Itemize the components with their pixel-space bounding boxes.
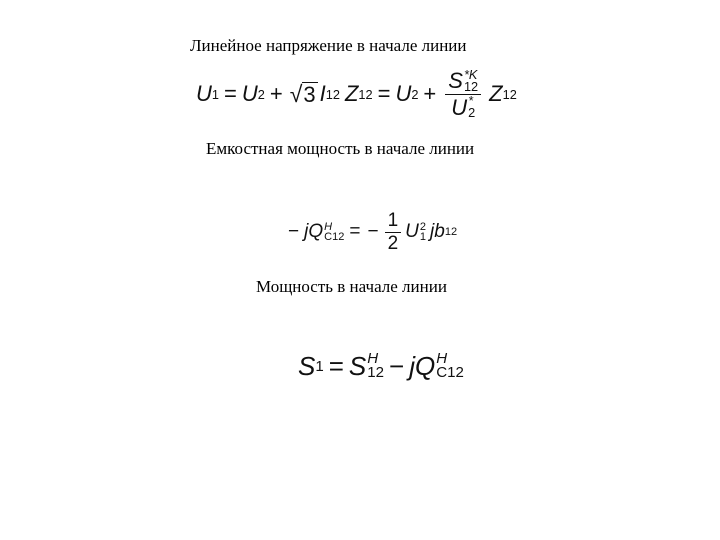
formula-power bbox=[298, 344, 464, 388]
fraction-denominator bbox=[448, 95, 478, 120]
subscript: 2 bbox=[411, 86, 419, 102]
symbol-z: Z bbox=[489, 81, 503, 106]
fraction bbox=[445, 68, 481, 120]
symbol-i: I bbox=[319, 81, 326, 106]
sup-sub-stack bbox=[468, 95, 475, 119]
symbol-q: Q bbox=[415, 350, 436, 381]
fraction-numerator bbox=[445, 68, 481, 93]
subscript: 12 bbox=[502, 86, 517, 102]
square-root bbox=[290, 82, 318, 106]
symbol-s: S bbox=[298, 350, 316, 381]
radical-sign: √ bbox=[289, 80, 303, 107]
subscript: 1 bbox=[315, 357, 324, 375]
superscript: H bbox=[436, 349, 448, 367]
symbol-u: U bbox=[241, 81, 258, 106]
minus-sign: − bbox=[389, 350, 405, 381]
subscript: 12 bbox=[444, 226, 458, 238]
symbol-z: Z bbox=[344, 81, 359, 106]
caption-capacitive-power: Емкостная мощность в начале линии bbox=[206, 139, 475, 158]
symbol-u: U bbox=[196, 81, 212, 106]
formula-capacitive-power bbox=[288, 204, 457, 260]
caption-power: Мощность в начале линии bbox=[256, 277, 447, 296]
symbol-u: U bbox=[451, 94, 468, 120]
sup-sub-stack bbox=[367, 349, 385, 381]
symbol-q: Q bbox=[308, 221, 324, 242]
subscript: 1 bbox=[419, 231, 427, 243]
symbol-s: S bbox=[348, 350, 367, 381]
superscript: 2 bbox=[419, 220, 427, 233]
sup-sub-stack bbox=[324, 222, 344, 243]
subscript: 2 bbox=[468, 105, 476, 121]
subscript: 12 bbox=[463, 78, 479, 94]
symbol-j: j bbox=[430, 221, 435, 242]
sup-sub-stack bbox=[436, 349, 464, 381]
subscript: 1 bbox=[211, 86, 219, 102]
symbol-s: S bbox=[448, 68, 463, 94]
symbol-j: j bbox=[304, 221, 309, 242]
symbol-b: b bbox=[434, 221, 445, 242]
sup-sub-stack bbox=[420, 222, 426, 243]
superscript: H bbox=[367, 349, 379, 367]
caption-line-voltage: Линейное напряжение в начале линии bbox=[190, 36, 467, 55]
subscript: 12 bbox=[325, 86, 340, 102]
subscript: 12 bbox=[367, 364, 385, 381]
radicand: 3 bbox=[303, 81, 316, 107]
sup-sub-stack bbox=[463, 66, 479, 94]
equals-sign: = bbox=[349, 221, 361, 242]
fraction-denominator: 2 bbox=[387, 232, 399, 254]
minus-sign: − bbox=[288, 221, 300, 242]
subscript: C12 bbox=[436, 364, 464, 381]
subscript: C12 bbox=[324, 231, 345, 243]
minus-sign: − bbox=[367, 221, 379, 242]
superscript: H bbox=[324, 220, 333, 233]
subscript: 2 bbox=[257, 86, 265, 102]
equals-sign: = bbox=[328, 350, 344, 381]
fraction bbox=[385, 210, 402, 255]
subscript: 12 bbox=[358, 86, 373, 102]
symbol-u: U bbox=[395, 81, 412, 106]
superscript: *K bbox=[463, 66, 478, 82]
equals-sign: = bbox=[223, 81, 237, 106]
superscript: * bbox=[468, 93, 474, 109]
plus-sign: + bbox=[423, 81, 437, 106]
symbol-u: U bbox=[405, 221, 419, 242]
symbol-j: j bbox=[409, 350, 416, 381]
equals-sign: = bbox=[377, 81, 391, 106]
plus-sign: + bbox=[269, 81, 283, 106]
formula-line-voltage bbox=[196, 62, 517, 126]
fraction-numerator: 1 bbox=[387, 209, 399, 231]
